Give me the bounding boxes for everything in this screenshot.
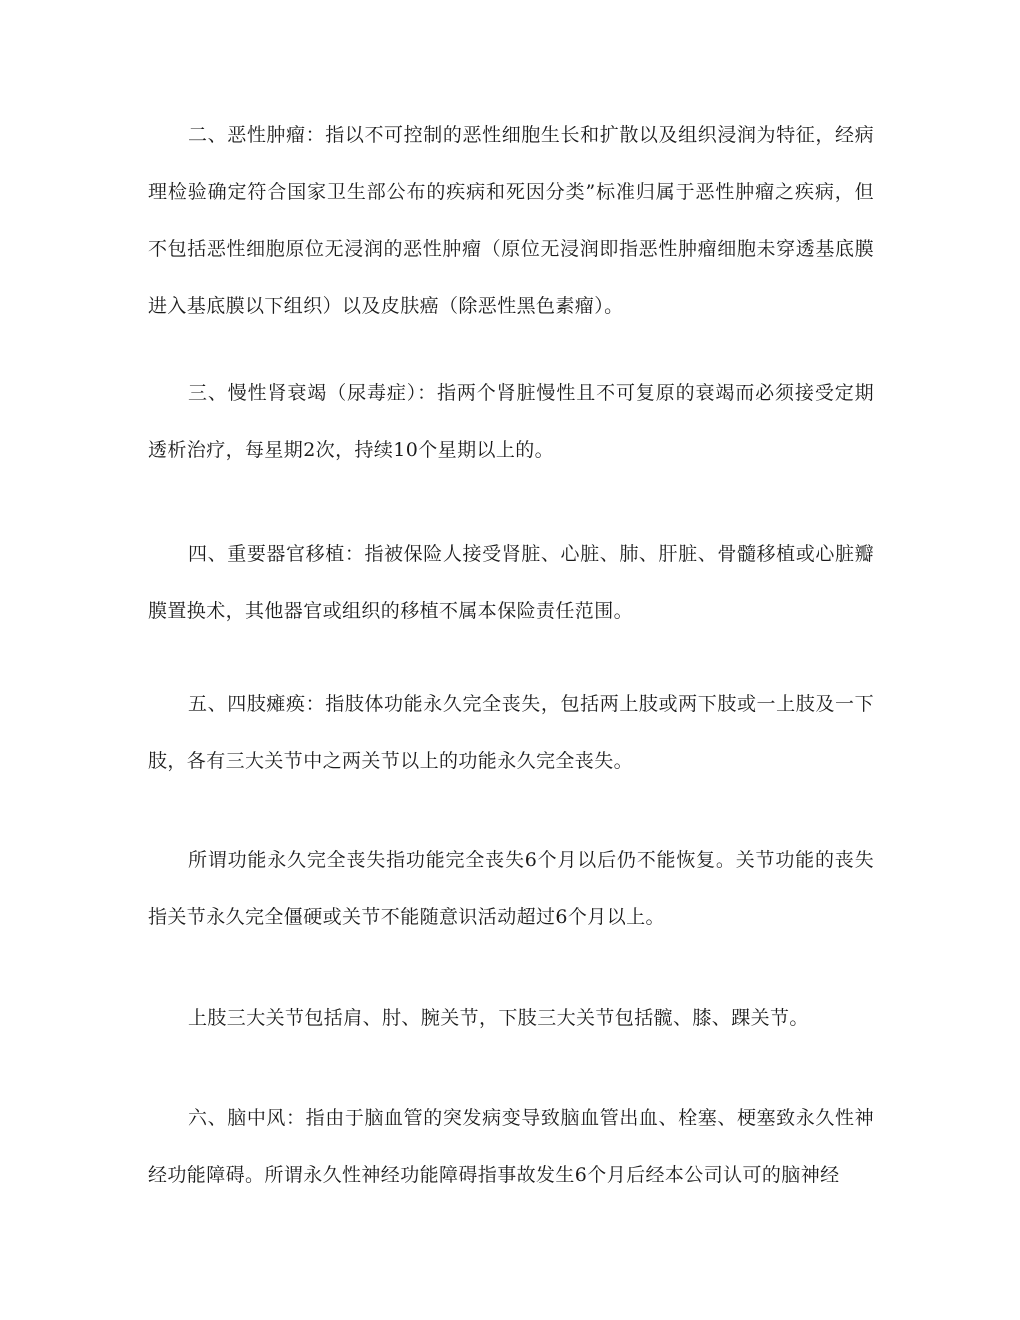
paragraph-malignant-tumor: 二、恶性肿瘤：指以不可控制的恶性细胞生长和扩散以及组织浸润为特征，经病理检验确定符合国家卫生部公布的疾病和死因分类”标准归属于恶性肿瘤之疾病，但不包括恶性细胞原位无浸润的恶性肿瘤（原位无浸润即指恶性肿瘤细胞未穿透基底膜进入基底膜以下组织）以及皮肤癌（除恶性黑色素瘤）。 (148, 124, 874, 317)
paragraph-major-joints: 上肢三大关节包括肩、肘、腕关节，下肢三大关节包括髋、膝、踝关节。 (188, 1007, 809, 1029)
paragraph-organ-transplant: 四、重要器官移植：指被保险人接受肾脏、心脏、肺、肝脏、骨髓移植或心脏瓣膜置换术，其他器官或组织的移植不属本保险责任范围。 (148, 543, 874, 622)
paragraph-chronic-renal-failure: 三、慢性肾衰竭（尿毒症）：指两个肾脏慢性且不可复原的衰竭而必须接受定期透析治疗，每星期2次，持续10个星期以上的。 (148, 382, 874, 461)
paragraph-quadriplegia: 五、四肢瘫痪：指肢体功能永久完全丧失，包括两上肢或两下肢或一上肢及一下肢，各有三大关节中之两关节以上的功能永久完全丧失。 (148, 693, 874, 772)
paragraph-stroke: 六、脑中风：指由于脑血管的突发病变导致脑血管出血、栓塞、梗塞致永久性神经功能障碍。所谓永久性神经功能障碍指事故发生6个月后经本公司认可的脑神经 (148, 1107, 874, 1186)
paragraph-permanent-loss-definition: 所谓功能永久完全丧失指功能完全丧失6个月以后仍不能恢复。关节功能的丧失指关节永久完全僵硬或关节不能随意识活动超过6个月以上。 (148, 849, 874, 928)
